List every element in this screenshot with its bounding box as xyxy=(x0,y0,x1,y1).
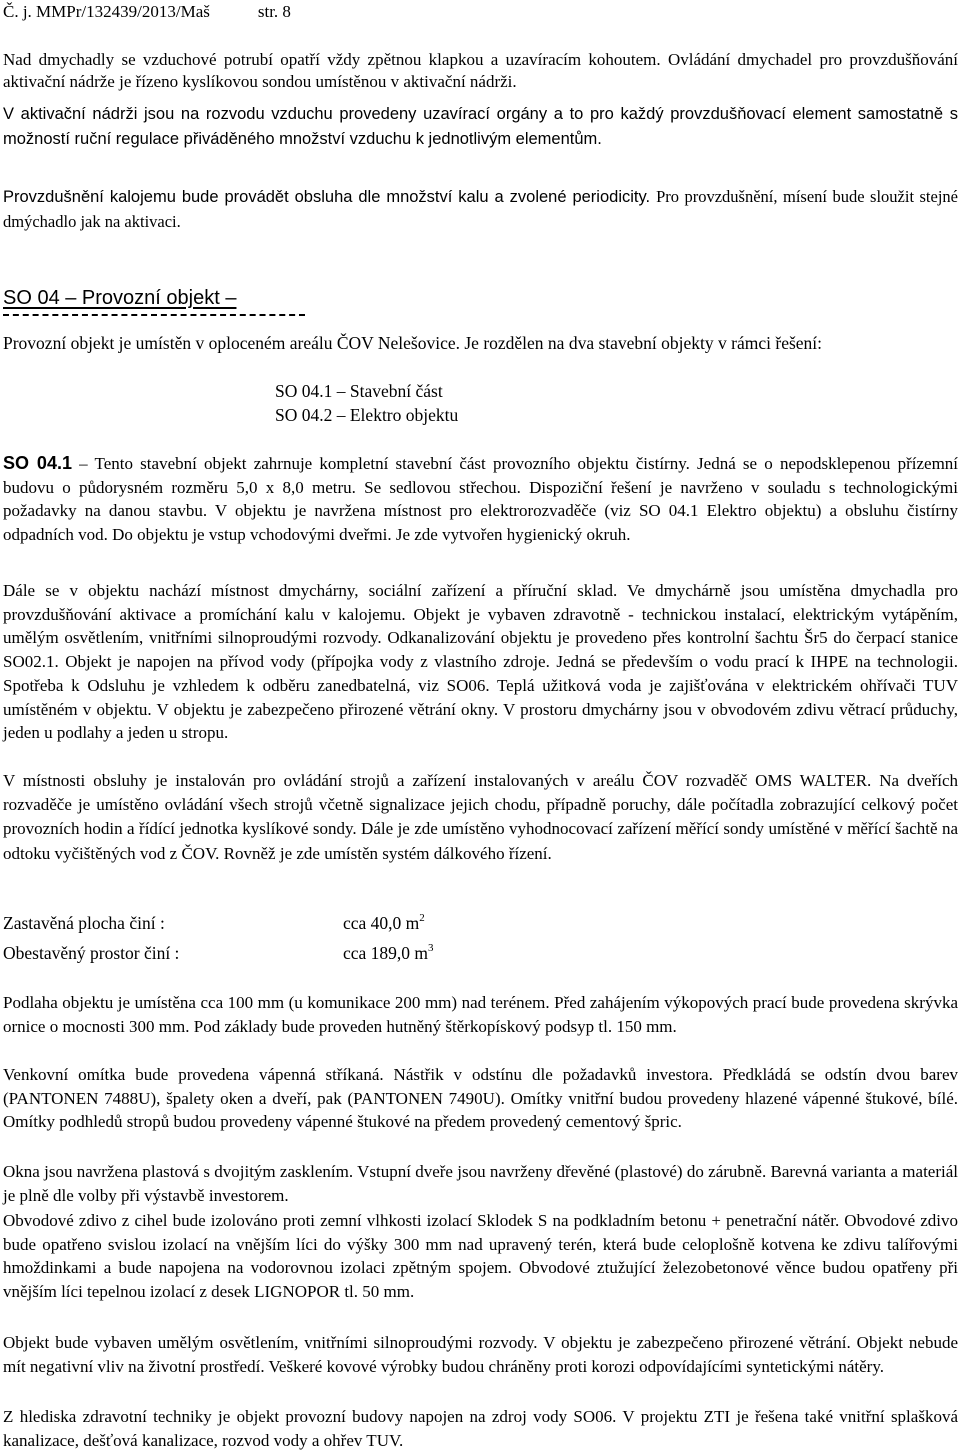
area-unit-exponent: 2 xyxy=(419,912,425,924)
paragraph-control-room: V místnosti obsluhy je instalován pro ovládání strojů a zařízení instalovaných v areálu ČOV rozvaděč OMS WALTER. Na dveřích rozvaděče je umístěno ovládání všech strojů včetně signalizace jejich chodu, případně poruchy, dále počítadla zobrazující celkový počet provozních hodin a řídící jednotka kyslíkové sondy. Dále je zde umístěno vyhodnocovací zařízení měřící sondy umístěné v měřící šachtě na odtoku vyčištěných vod z ČOV. Rovněž je zde umístěn systém dálkového řízení. xyxy=(3,771,958,863)
subobject-list xyxy=(275,379,458,427)
page-header xyxy=(3,1,291,23)
paragraph-activation-tank: V aktivační nádrži jsou na rozvodu vzduchu provedeny uzavírací orgány a to pro každý provzdušňovací element samostatně s možností ruční regulace přiváděného množství vzduchu k jednotlivým elementům. xyxy=(3,105,958,148)
page-number: str. 8 xyxy=(257,2,291,21)
paragraph-blower-pipes: Nad dmychadly se vzduchové potrubí opatří vždy zpětnou klapkou a uzavíracím kohoutem. Ovládání dmychadel pro provzdušňování aktivační nádrže je řízeno kyslíkovou sondou umístěnou v aktivační nádrži. xyxy=(3,50,958,92)
so041-description-text: – Tento stavební objekt zahrnuje kompletní stavební část provozního objektu čistírny. Jedná se o nepodsklepenou přízemní budovu o půdorysném rozměru 5,0 x 8,0 metru. Se sedlovou střechou. Dispoziční řešení je navrženo v souladu s technologickými požadavky na danou stavbu. V objektu je navržena místnost pro elektrorozvaděče (viz SO 04.1 Elektro objektu) a obsluhu čistírny odpadních vod. Do objektu je vstup vchodovými dveřmi. Je zde vytvořen hygienický okruh. xyxy=(3,454,959,545)
paragraph-sludge-aeration xyxy=(3,185,958,234)
paragraph-building-equipment: Dále se v objektu nachází místnost dmychárny, sociální zařízení a příruční sklad. Ve dmychárně jsou umístěna dmychadla pro provzdušňování aktivace a promíchání kalu v kalojemu. Objekt je vybaven zdravotně - technickou instalací, elektrickým vytápěním, umělým osvětlením, vnitřními silnoproudými rozvody. Odkanalizování objektu je provedeno přes kontrolní šachtu Šr5 do čerpací stanice SO02.1. Objekt je napojen na přívod vody (přípojka vody z vlastního zdroje. Jedná se především o vodu prací k IHPE na technologii. Spotřeba k Odsluhu je vzhledem k odběru zanedbatelná, viz SO06. Teplá užitková voda je zajišťována v elektrickém ohřívači TUV umístěném v objektu. V objektu je zabezpečeno přirozené větrání okny. V prostoru dmychárny jsou v obvodovém zdivu větrací průduchy, jeden u podlahy a jeden u stropu. xyxy=(3,581,958,743)
so041-label: SO 04.1 xyxy=(3,453,72,473)
subobject-item: SO 04.2 – Elektro objektu xyxy=(275,405,459,425)
sludge-aeration-text-2: Pro provzdušnění, mísení bude sloužit stejné dmýchadlo jak na aktivaci. xyxy=(3,187,958,231)
built-up-area-row xyxy=(3,912,425,937)
section-intro: Provozní objekt je umístěn v oploceném areálu ČOV Nelešovice. Je rozdělen na dva stavební objekty v rámci řešení: xyxy=(3,333,823,353)
paragraph-sanitary: Z hlediska zdravotní techniky je objekt provozní budovy napojen na zdroj vody SO06. V projektu ZTI je řešena také vnitřní splašková kanalizace, dešťová kanalizace, rozvod vody a ohřev TUV. xyxy=(3,1407,958,1450)
volume-unit-exponent: 3 xyxy=(428,942,434,954)
section-heading-so04: SO 04 – Provozní objekt – xyxy=(3,284,305,316)
paragraph-windows: Okna jsou navržena plastová s dvojitým zasklením. Vstupní dveře jsou navrženy dřevěné (plastové) do zárubně. Barevná varianta a materiál je plně dle volby při výstavbě investorem. xyxy=(3,1162,958,1205)
paragraph-plaster: Venkovní omítka bude provedena vápenná stříkaná. Nástřik v odstínu dle požadavků investora. Předkládá se odstín dvou barev (PANTONEN 7488U), špalety oken a dveří, pak (PANTONEN 7490U). Omítky vnitřní budou provedeny hlazené vápenné štukové, bílé. Omítky podhledů stropů budou provedeny vápenné štukové na předem provedený cementový špric. xyxy=(3,1065,958,1132)
area-value: cca 40,0 m xyxy=(343,913,420,933)
paragraph-lighting: Objekt bude vybaven umělým osvětlením, vnitřními silnoproudými rozvody. V objektu je zabezpečeno přirozené větrání. Objekt nebude mít negativní vliv na životní prostředí. Veškeré kovové výrobky budou chráněny proti korozi odpovídajícími syntetickými nátěry. xyxy=(3,1333,958,1376)
volume-value: cca 189,0 m xyxy=(343,943,429,963)
subobject-item: SO 04.1 – Stavební část xyxy=(275,381,443,401)
volume-label: Obestavěný prostor činí : xyxy=(3,943,180,963)
paragraph-insulation: Obvodové zdivo z cihel bude izolováno proti zemní vlhkosti izolací Sklodek S na podkladním betonu + penetrační nátěr. Obvodové zdivo bude opatřeno svislou izolací na vnějším líci do výšky 300 mm nad upravený terén, která bude celoplošně kotvena ke zdivu talířovými hmoždinkami a bude napojena na vodorovnou izolaci zpětným spojem. Obvodové ztužující železobetonové věnce budou opatřeny při vnějším líci tepelnou izolací z desek LIGNOPOR tl. 50 mm. xyxy=(3,1211,958,1302)
paragraph-floor: Podlaha objektu je umístěna cca 100 mm (u komunikace 200 mm) nad terénem. Před zahájením výkopových prací bude provedena skrývka ornice o mocnosti 300 mm. Pod základy bude proveden hutněný štěrkopískový podsyp tl. 150 mm. xyxy=(3,993,958,1036)
area-label: Zastavěná plocha činí : xyxy=(3,913,165,933)
document-reference: Č. j. MMPr/132439/2013/Maš xyxy=(3,2,210,21)
sludge-aeration-text: Provzdušnění kalojemu bude provádět obsluha dle množství kalu a zvolené periodicity. xyxy=(3,188,651,206)
paragraph-so041-description xyxy=(3,452,958,547)
built-volume-row xyxy=(3,942,434,967)
